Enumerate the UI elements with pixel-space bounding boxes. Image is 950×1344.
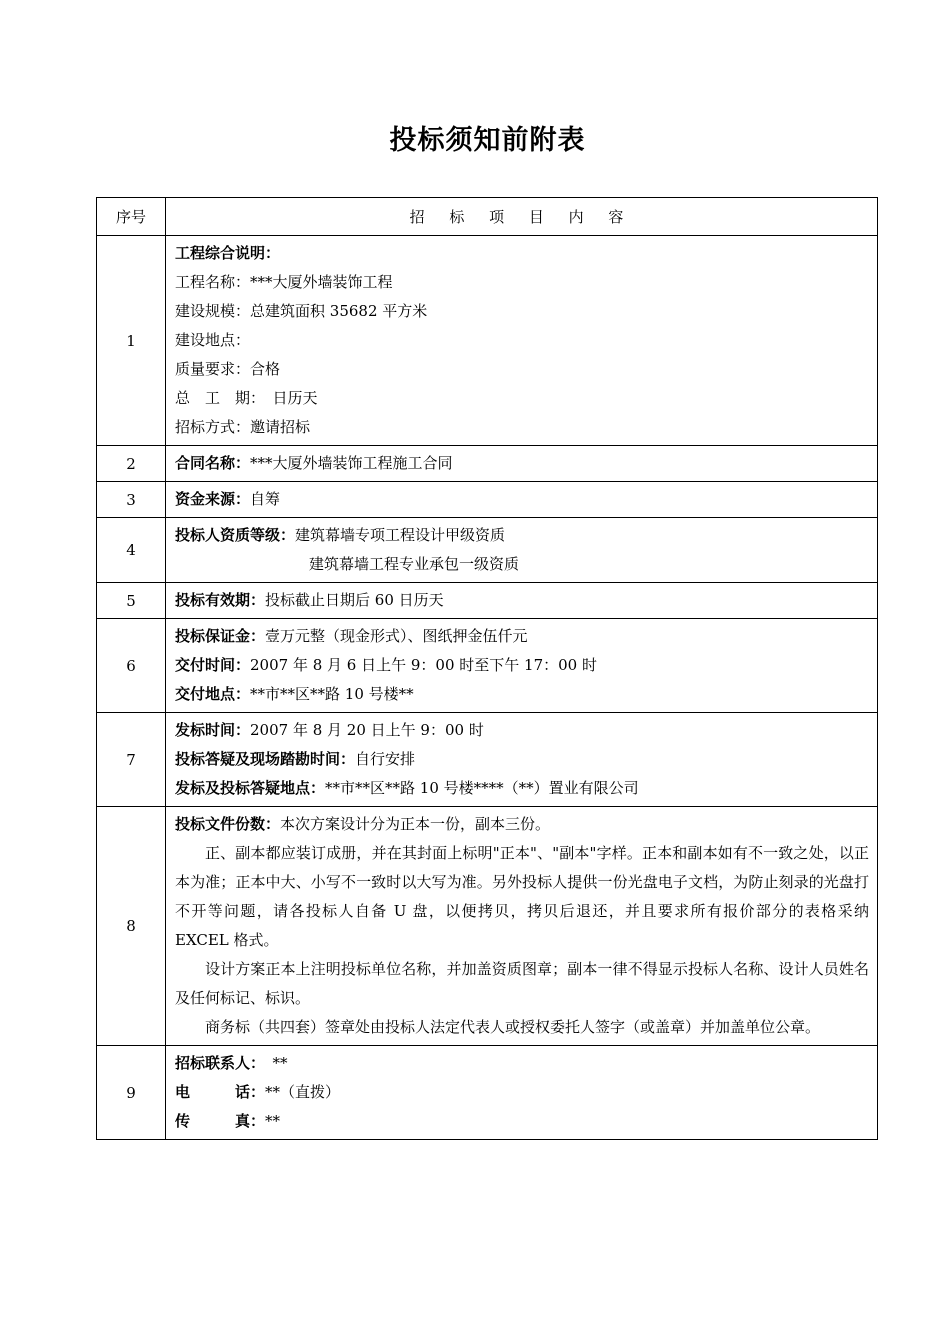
field-value: ** [265, 1112, 281, 1130]
field-value: **市**区**路 10 号楼** [250, 685, 414, 703]
row-number: 6 [97, 619, 166, 713]
field-value: 2007 年 8 月 6 日上午 9：00 时至下午 17：00 时 [250, 656, 597, 674]
field-value: **（直拨） [265, 1083, 341, 1101]
field-label: 投标答疑及现场踏勘时间： [175, 750, 356, 768]
row-number: 9 [97, 1046, 166, 1140]
field-label: 投标人资质等级： [175, 526, 296, 544]
paragraph: 商务标（共四套）签章处由投标人法定代表人或授权委托人签字（或盖章）并加盖单位公章。 [205, 1018, 821, 1036]
section-heading: 工程综合说明： [175, 244, 281, 262]
row-number: 7 [97, 713, 166, 807]
field-label: 发标时间： [175, 721, 251, 739]
row-number: 3 [97, 482, 166, 518]
table-row [97, 236, 878, 446]
row-content [166, 1046, 878, 1140]
row-content [166, 583, 878, 619]
table-row [97, 1046, 878, 1140]
row-number: 5 [97, 583, 166, 619]
info-line: 总 工 期： 日历天 [175, 389, 318, 407]
field-label: 合同名称： [175, 454, 251, 472]
row-content [166, 482, 878, 518]
row-content [166, 619, 878, 713]
table-row [97, 619, 878, 713]
field-value: **市**区**路 10 号楼****（**）置业有限公司 [325, 779, 639, 797]
field-value: 投标截止日期后 60 日历天 [265, 591, 444, 609]
field-value: 壹万元整（现金形式）、图纸押金伍仟元 [265, 627, 528, 645]
field-value: 自行安排 [355, 750, 416, 768]
field-label: 投标保证金： [175, 627, 266, 645]
field-label: 交付地点： [175, 685, 251, 703]
field-value: 建筑幕墙专项工程设计甲级资质 [295, 526, 506, 544]
header-content: 招 标 项 目 内 容 [166, 198, 878, 236]
info-line: 建设地点： [175, 331, 251, 349]
field-value: ***大厦外墙装饰工程施工合同 [250, 454, 453, 472]
page-title: 投标须知前附表 [389, 125, 586, 156]
field-label: 交付时间： [175, 656, 251, 674]
row-content [166, 446, 878, 482]
info-line: 建设规模：总建筑面积 35682 平方米 [175, 302, 428, 320]
field-label: 投标有效期： [175, 591, 266, 609]
bid-info-table [96, 197, 878, 1140]
info-line: 工程名称：***大厦外墙装饰工程 [175, 273, 393, 291]
field-label: 传 真： [175, 1112, 266, 1130]
field-value: 自筹 [250, 490, 281, 508]
table-row [97, 446, 878, 482]
field-label: 投标文件份数： [175, 815, 281, 833]
row-content [166, 236, 878, 446]
field-value: 2007 年 8 月 20 日上午 9：00 时 [250, 721, 484, 739]
table-header-row [97, 198, 878, 236]
row-number: 4 [97, 518, 166, 583]
field-value-continued: 建筑幕墙工程专业承包一级资质 [309, 555, 520, 573]
table-row [97, 518, 878, 583]
header-seq: 序号 [97, 198, 166, 236]
field-label: 资金来源： [175, 490, 251, 508]
table-row [97, 713, 878, 807]
field-value: ** [257, 1054, 288, 1072]
row-content [166, 807, 878, 1046]
info-line: 招标方式：邀请招标 [175, 418, 311, 436]
row-content [166, 713, 878, 807]
field-value: 本次方案设计分为正本一份，副本三份。 [280, 815, 551, 833]
row-number: 2 [97, 446, 166, 482]
field-label: 电 话： [175, 1083, 266, 1101]
field-label: 招标联系人： [175, 1054, 258, 1072]
row-number: 8 [97, 807, 166, 1046]
paragraph: 正、副本都应装订成册，并在其封面上标明"正本"、"副本"字样。正本和副本如有不一致之处，以正本为准；正本中大、小写不一致时以大写为准。另外投标人提供一份光盘电子文档，为防止刻录的光盘打不开等问题，请各投标人自备 U 盘，以便拷贝，拷贝后退还，并且要求所有报价部分的表格采纳 EXCEL 格式。 [175, 844, 869, 949]
row-number: 1 [97, 236, 166, 446]
table-row [97, 807, 878, 1046]
table-row [97, 482, 878, 518]
row-content [166, 518, 878, 583]
table-row [97, 583, 878, 619]
paragraph: 设计方案正本上注明投标单位名称，并加盖资质图章；副本一律不得显示投标人名称、设计人员姓名及任何标记、标识。 [175, 960, 869, 1007]
info-line: 质量要求：合格 [175, 360, 281, 378]
field-label: 发标及投标答疑地点： [175, 779, 326, 797]
